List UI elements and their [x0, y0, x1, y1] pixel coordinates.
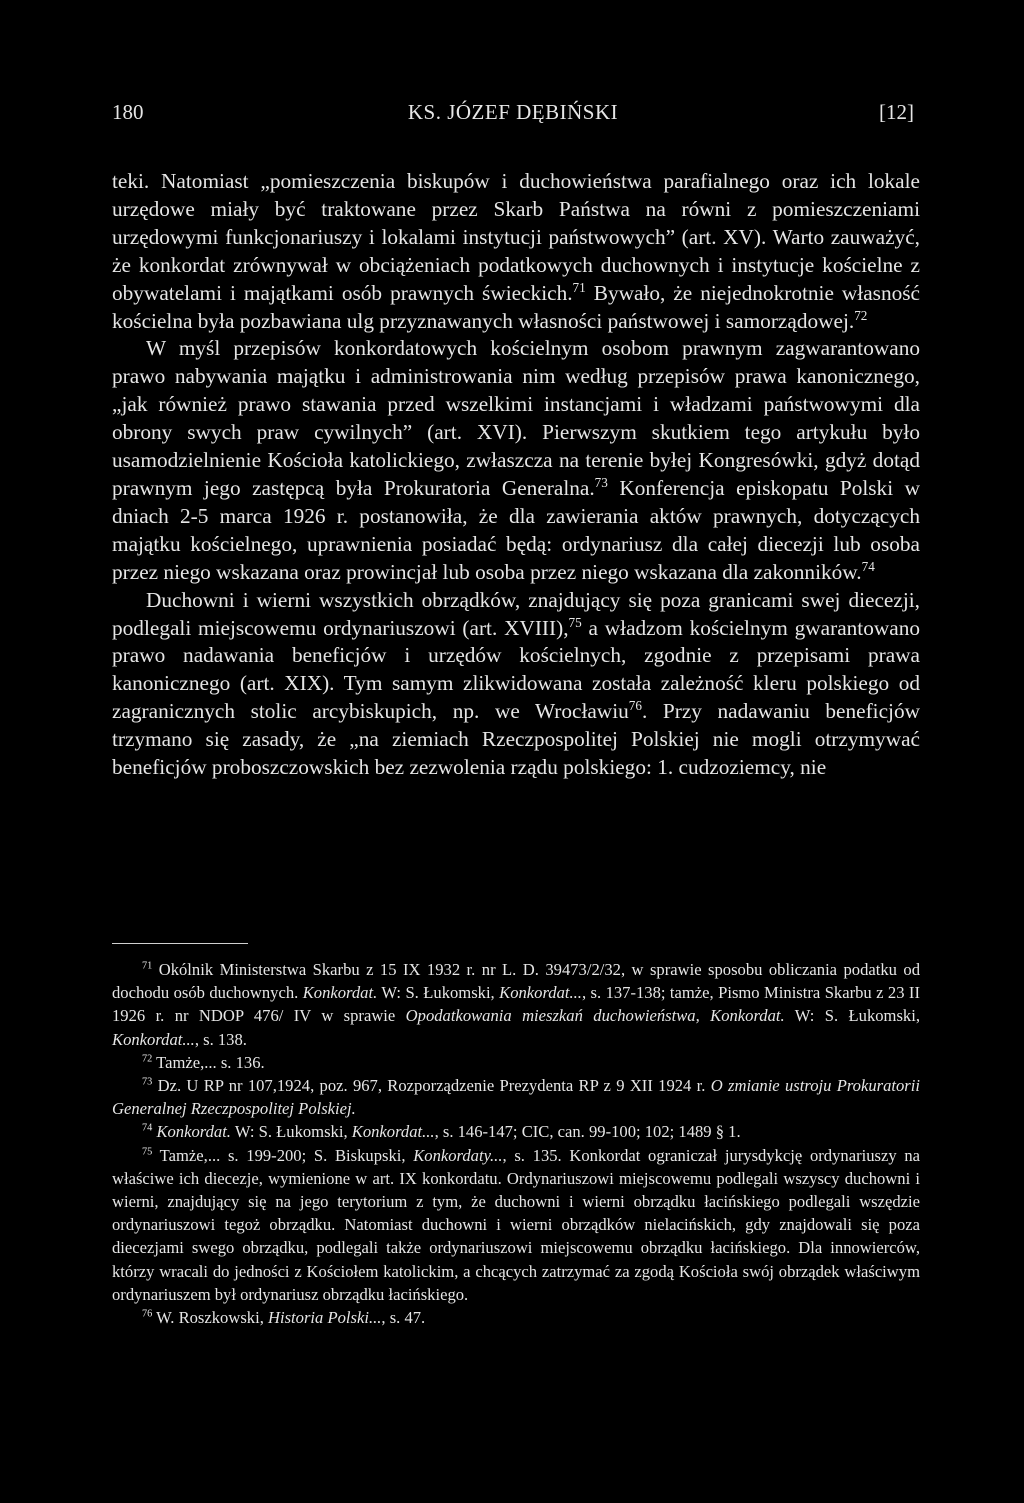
footnote-text: Okólnik Ministerstwa Skarbu z 15 IX 1932 r. nr L. D. 39473/2/32, w sprawie sposobu obliczania podatku od dochodu osób duchownych.: [112, 960, 920, 1003]
footnote-text: Dz. U RP nr 107,1924, poz. 967, Rozporządzenie Prezydenta RP z 9 XII 1924 r.: [152, 1076, 711, 1096]
paragraph-text: . Przy nadawaniu beneficjów trzymano się zasady, że „na ziemiach Rzeczpospolitej Polskiej nie mogli otrzymywać beneficjów proboszczowskich bez zezwolenia rządu polskiego: 1. cudzoziemcy, nie: [112, 699, 920, 780]
main-text: [112, 168, 920, 782]
footnote-ref-75[interactable]: 75: [568, 614, 582, 630]
footnote-italic: O zmianie ustroju Prokuratorii Generalnej Rzeczpospolitej Polskiej.: [112, 1076, 920, 1119]
footnote-mark: 71: [142, 960, 153, 972]
footnote-italic: Konkordat...: [499, 983, 582, 1003]
footnote-text: W: S. Łukomski,: [377, 983, 500, 1003]
footnote-italic: Konkordat...: [351, 1122, 435, 1142]
footnote-text: W: S. Łukomski,: [230, 1122, 352, 1142]
footnote-ref-76[interactable]: 76: [628, 698, 642, 714]
footnote-text: Tamże,... s. 199-200; S. Biskupski,: [152, 1145, 414, 1165]
footnote-72: [112, 1051, 920, 1074]
footnote-text: , s. 137-138; tamże, Pismo Ministra Skarbu z 23 II 1926 r. nr NDOP 476/ IV w sprawie: [112, 983, 920, 1026]
footnote-text: W: S. Łukomski,: [784, 1006, 920, 1026]
footnote-text: , s. 135. Konkordat ograniczał jurysdykcję ordynariuszy na właściwe ich diecezje, wymienione w art. IX konkordatu. Ordynariuszowi miejscowemu podlegali wszyscy duchowni i wierni, znajdujący się na jego terytorium z tym, że duchowni i wierni obrządku łacińskiego podlegali wszędzie ordynariuszowi tegoż obrządku. Natomiast duchowni i wierni obrządków nielacińskich, gdy znajdowali się poza diecezjami swego obrządku, podlegali także ordynariuszowi miejscowemu obrządku łacińskiego. Dla innowierców, którzy wracali do jedności z Kościołem katolickim, a chcących zatrzymać za zgodą Kościoła swój obrządek właściwym ordynariuszem był ordynariusz obrządku łacińskiego.: [112, 1145, 920, 1304]
footnote-ref-71[interactable]: 71: [572, 279, 586, 295]
footnote-text: , s. 47.: [381, 1308, 426, 1328]
footnote-ref-74[interactable]: 74: [861, 558, 875, 574]
section-number: [12]: [879, 100, 914, 124]
footnote-italic: Historia Polski...: [268, 1308, 382, 1328]
running-title: KS. JÓZEF DĘBIŃSKI: [407, 100, 619, 124]
footnote-ref-73[interactable]: 73: [594, 474, 608, 490]
footnote-italic: Konkordat.: [302, 983, 378, 1003]
footnote-italic: Konkordat...: [112, 1029, 195, 1049]
footnote-76: [112, 1306, 920, 1329]
footnote-text: W. Roszkowski,: [152, 1308, 268, 1328]
footnote-73: [112, 1074, 920, 1120]
page-number: 180: [112, 100, 144, 124]
paragraph-text: Duchowni i wierni wszystkich obrządków, znajdujący się poza granicami swej diecezji, podlegali miejscowemu ordynariuszowi (art. XVIII),: [112, 587, 920, 640]
paragraph-text: W myśl przepisów konkordatowych kościelnym osobom prawnym zagwarantowano prawo nabywania majątku i administrowania nim według przepisów prawa kanonicznego, „jak również prawo stawania przed wszelkimi instancjami i władzami państwowymi dla obrony swych praw cywilnych” (art. XVI). Pierwszym skutkiem tego artykułu było usamodzielnienie Kościoła katolickiego, zwłaszcza na terenie byłej Kongresówki, gdyż dotąd prawnym jego zastępcą była Prokuratoria Generalna.: [112, 336, 920, 500]
footnote-74: [112, 1120, 920, 1143]
footnote-71: [112, 958, 920, 1051]
footnote-mark: 72: [142, 1053, 153, 1065]
footnote-mark: 75: [142, 1146, 153, 1158]
paragraph-text: Konferencja episkopatu Polski w dniach 2-5 marca 1926 r. postanowiła, że dla zawierania aktów prawnych, dotyczących majątku kościelnego, uprawnienia posiadać będą: ordynariusz dla całej diecezji lub osoba przez niego wskazana oraz prowincjał lub osoba przez niego wskazana dla zakonników.: [112, 475, 920, 584]
footnote-mark: 74: [142, 1122, 153, 1134]
footnote-text: , s. 146-147; CIC, can. 99-100; 102; 1489 § 1.: [434, 1122, 741, 1142]
footnote-text: Tamże,... s. 136.: [152, 1052, 265, 1072]
paragraph-1: [112, 168, 920, 335]
running-header: [112, 100, 914, 130]
paragraph-text: teki. Natomiast „pomieszczenia biskupów i duchowieństwa parafialnego oraz ich lokale urzędowe miały być traktowane przez Skarb Państwa na równi z pomieszczeniami urzędowymi funkcjonariuszy i lokalami instytucji państwowych” (art. XV). Warto zauważyć, że konkordat zrównywał w obciążeniach podatkowych duchownych i instytucje kościelne z obywatelami i majątkami osób prawnych świeckich.: [112, 169, 920, 305]
footnote-75: [112, 1144, 920, 1306]
footnote-italic: Opodatkowania mieszkań duchowieństwa, Konkordat.: [405, 1006, 785, 1026]
paragraph-2: [112, 335, 920, 586]
footnotes: [112, 958, 920, 1329]
footnote-italic: Konkordaty...: [413, 1145, 503, 1165]
paragraph-3: [112, 587, 920, 782]
footnote-mark: 76: [142, 1308, 153, 1320]
footnote-mark: 73: [142, 1076, 153, 1088]
footnote-ref-72[interactable]: 72: [854, 307, 868, 323]
footnote-divider: [112, 943, 248, 944]
footnote-text: , s. 138.: [194, 1029, 247, 1049]
paragraph-text: a władzom kościelnym gwarantowano prawo nadawania beneficjów i urzędów kościelnych, zgodnie z przepisami prawa kanonicznego (art. XIX). Tym samym zlikwidowana została zależność kleru polskiego od zagranicznych stolic arcybiskupich, np. we Wrocławiu: [112, 615, 920, 724]
paragraph-text: Bywało, że niejednokrotnie własność kościelna była pozbawiana ulg przyznawanych własności państwowej i samorządowej.: [112, 280, 920, 333]
footnote-italic: Konkordat.: [156, 1122, 231, 1142]
